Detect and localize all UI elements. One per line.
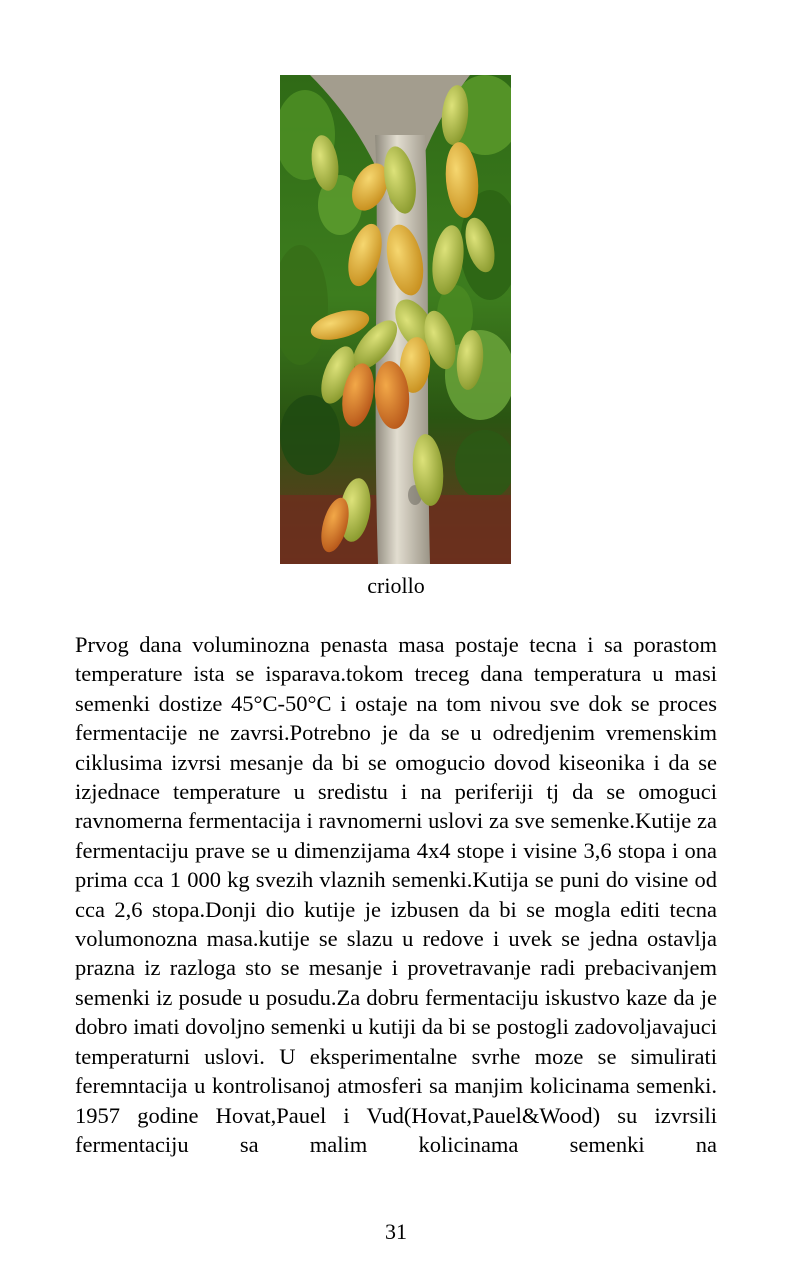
cacao-photo (280, 75, 511, 564)
figure-caption: criollo (367, 573, 425, 598)
cacao-tree-illustration (280, 75, 511, 564)
page-number: 31 (385, 1219, 407, 1244)
body-paragraph: Prvog dana voluminozna penasta masa postaje tecna i sa porastom temperature ista se isparava.tokom treceg dana temperatura u masi semenki dostize 45°C-50°C i ostaje na tom nivou sve dok se proces fermentacije ne zavrsi.Potrebno je da se u odredjenim vremenskim ciklusima izvrsi mesanje da bi se omogucio dovod kiseonika i da se izjednace temperature u sredistu i na periferiji tj da se omoguci ravnomerna fermentacija i ravnomerni uslovi za sve semenke.Kutije za fermentaciju prave se u dimenzijama 4x4 stope i visine 3,6 stopa i ona prima cca 1 000 kg svezih vlaznih semenki.Kutija se puni do visine od cca 2,6 stopa.Donji dio kutije je izbusen da bi se mogla editi tecna volumonozna masa.kutije se slazu u redove i uvek se jedna ostavlja prazna iz razloga sto se mesanje i provetravanje radi prebacivanjem semenki iz posude u posudu.Za dobru fermentaciju iskustvo kaze da je dobro imati dovoljno semenki u kutiji da bi se postogli zadovoljavajuci temperaturni uslovi. U eksperimentalne svrhe moze se simulirati feremntacija u kontrolisanoj atmosferi sa manjim kolicinama semenki. 1957 godine Hovat,Pauel i Vud(Hovat,Pauel&Wood) su izvrsili fermentaciju sa malim kolicinama semenki na (75, 632, 717, 1157)
